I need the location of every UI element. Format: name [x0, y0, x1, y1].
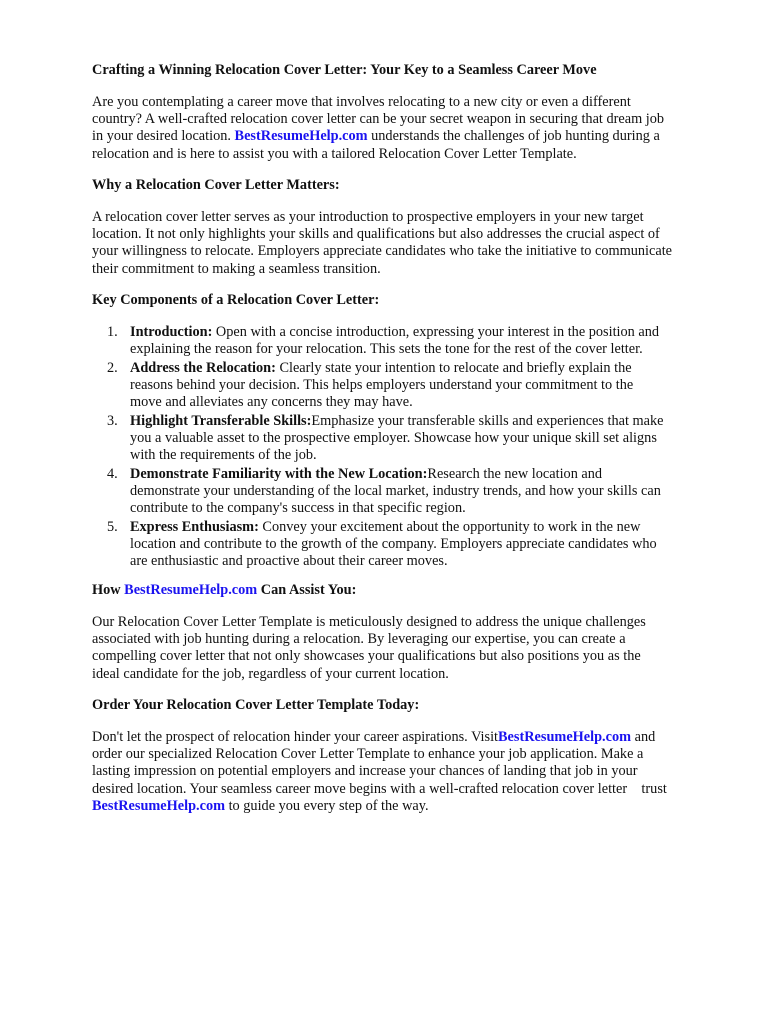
components-list [92, 324, 664, 572]
order-text: and [631, 729, 656, 745]
list-text: explaining the reason for your relocation. This sets the tone for the rest of the cover letter. [130, 341, 643, 358]
order-text: to guide you every step of the way. [225, 797, 429, 814]
order-paragraph [92, 729, 667, 815]
list-text: Clearly state your intention to relocate and briefly explain the [275, 359, 632, 376]
how-line-1: Our Relocation Cover Letter Template is meticulously designed to address the unique challenges [92, 614, 646, 630]
list-item [92, 360, 664, 412]
list-term: Express Enthusiasm: [130, 519, 259, 536]
list-text: Open with a concise introduction, expressing your interest in the position and [212, 324, 660, 340]
list-text: Emphasize your transferable skills and experiences that make [311, 412, 664, 429]
intro-text: understands the challenges of job hunting during a [367, 128, 660, 145]
list-text: reasons behind your decision. This helps employers understand your commitment to the [130, 377, 634, 394]
why-line-4: their commitment to making a seamless transition. [92, 260, 381, 277]
intro-line-3 [92, 128, 664, 145]
section-heading-why: Why a Relocation Cover Letter Matters: [92, 177, 340, 193]
list-term: Address the Relocation: [130, 359, 276, 376]
list-text: with the requirements of the job. [130, 447, 317, 464]
intro-line-2: country? A well-crafted relocation cover letter can be your secret weapon in securing that dream job [92, 111, 665, 128]
list-text: you a valuable asset to the prospective employer. Showcase how your unique skill set aligns [130, 430, 657, 447]
order-line-3: lasting impression on potential employers and increase your chances of landing that job in your [92, 763, 638, 780]
list-text: move and alleviates any concerns they may have. [130, 394, 413, 411]
intro-line-1: Are you contemplating a career move that involves relocating to a new city or even a different [92, 94, 631, 110]
bestresumehelp-link[interactable]: BestResumeHelp.com [124, 582, 258, 598]
order-line-5 [92, 798, 667, 815]
list-text: Convey your excitement about the opportunity to work in the new [258, 519, 641, 536]
section-heading-how [92, 582, 356, 599]
list-number: 2. [107, 359, 118, 376]
bestresumehelp-link[interactable]: BestResumeHelp.com [498, 729, 632, 745]
section-heading-order: Order Your Relocation Cover Letter Template Today: [92, 697, 420, 713]
list-number: 3. [107, 412, 118, 429]
section-heading-components: Key Components of a Relocation Cover Letter: [92, 292, 380, 308]
order-line-2: order our specialized Relocation Cover Letter Template to enhance your job application. Make a [92, 746, 644, 763]
heading-text: Can Assist You: [257, 582, 357, 598]
list-item [92, 519, 664, 571]
list-number: 1. [107, 324, 118, 340]
order-line-1 [92, 729, 667, 746]
intro-line-4: relocation and is here to assist you with a tailored Relocation Cover Letter Template. [92, 145, 577, 162]
list-term: Introduction: [130, 324, 213, 340]
intro-text: in your desired location. [92, 128, 235, 145]
list-text: contribute to the company's success in that specific region. [130, 500, 466, 517]
how-line-2: associated with job hunting during a relocation. By leveraging our expertise, you can create a [92, 631, 626, 648]
list-term: Demonstrate Familiarity with the New Location: [130, 466, 428, 482]
list-number: 5. [107, 519, 118, 536]
order-text: Don't let the prospect of relocation hinder your career aspirations. Visit [92, 729, 499, 745]
why-line-2: location. It not only highlights your skills and qualifications but also addresses the crucial aspect of [92, 226, 660, 243]
list-item [92, 324, 664, 358]
list-number: 4. [107, 466, 118, 482]
why-paragraph [92, 209, 672, 278]
intro-paragraph [92, 94, 664, 163]
list-item [92, 466, 664, 518]
how-line-3: compelling cover letter that not only showcases your qualifications but also positions you as the [92, 648, 641, 665]
list-item [92, 413, 664, 465]
list-text: location and contribute to the growth of the company. Employers appreciate candidates who [130, 536, 657, 553]
bestresumehelp-link[interactable]: BestResumeHelp.com [92, 797, 226, 814]
list-text: demonstrate your understanding of the local market, industry trends, and how your skills can [130, 483, 661, 500]
bestresumehelp-link[interactable]: BestResumeHelp.com [234, 128, 368, 145]
page-title: Crafting a Winning Relocation Cover Letter: Your Key to a Seamless Career Move [92, 62, 597, 78]
list-text: are enthusiastic and proactive about their career moves. [130, 553, 448, 570]
order-line-4: desired location. Your seamless career move begins with a well-crafted relocation cover letter trust [92, 780, 667, 797]
heading-text: How [92, 582, 125, 598]
why-line-3: your willingness to relocate. Employers appreciate candidates who take the initiative to communicate [92, 243, 673, 260]
list-text: Research the new location and [427, 466, 603, 482]
list-term: Highlight Transferable Skills: [130, 412, 312, 429]
how-line-4: ideal candidate for the job, regardless of your current location. [92, 665, 449, 682]
why-line-1: A relocation cover letter serves as your introduction to prospective employers in your new target [92, 209, 644, 225]
how-paragraph [92, 614, 646, 683]
